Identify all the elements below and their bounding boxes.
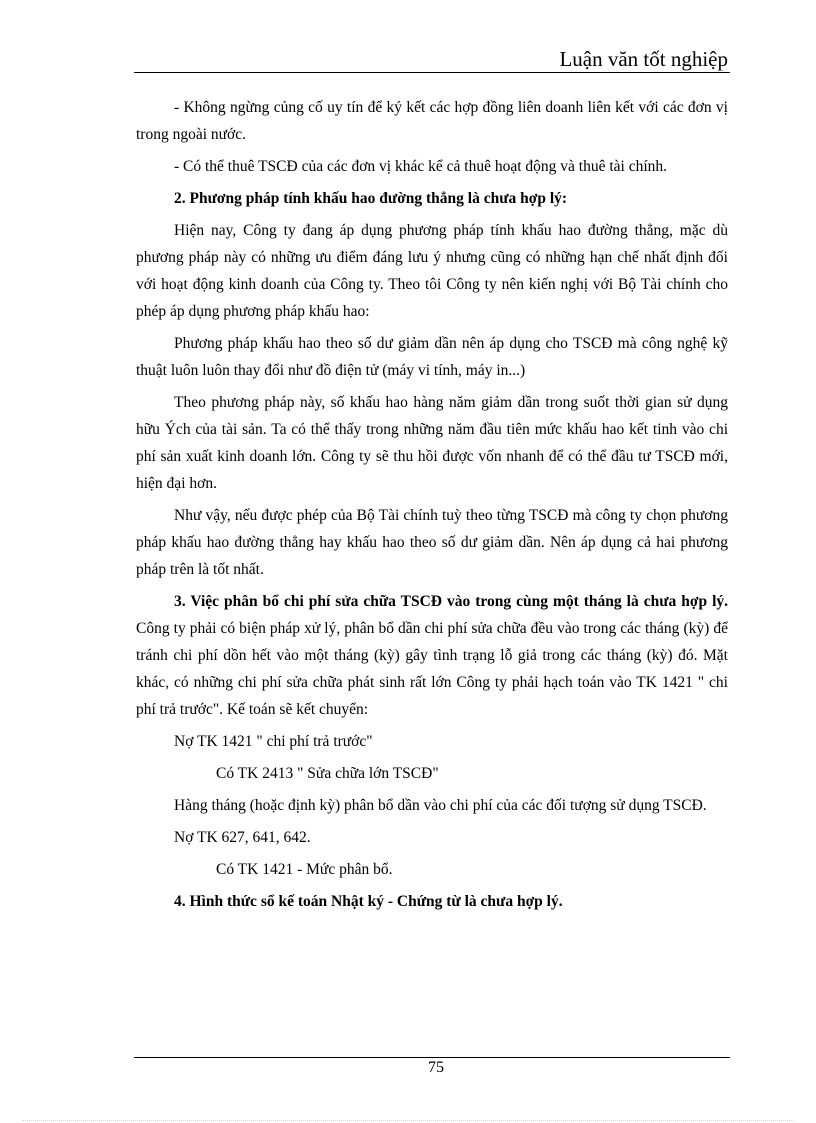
paragraph: Phương pháp khấu hao theo số dư giảm dần nên áp dụng cho TSCĐ mà công nghệ kỹ thuật luôn luôn thay đổi như đồ điện tử (máy vi tính, máy in...)	[136, 335, 728, 379]
paragraph: - Có thể thuê TSCĐ của các đơn vị khác kể cả thuê hoạt động và thuê tài chính.	[174, 158, 668, 175]
section-heading: 3. Việc phân bổ chi phí sửa chữa TSCĐ vào trong cùng một tháng là chưa hợp lý.	[174, 593, 728, 610]
paragraph: - Không ngừng củng cố uy tín để ký kết các hợp đồng liên doanh liên kết với các đơn vị trong ngoài nước.	[136, 99, 728, 143]
paragraph-text: Công ty phải có biện pháp xử lý, phân bổ dần chi phí sửa chữa đều vào trong các tháng (kỳ) để tránh chi phí dồn hết vào một tháng (kỳ) gây tình trạng lỗ giả trong các tháng (kỳ) đó. Mặt khác, có những chi phí sửa chữa phát sinh rất lớn Công ty phải hạch toán vào TK 1421 " chi phí trả trước". Kế toán sẽ kết chuyển:	[136, 620, 728, 718]
section-heading: 2. Phương pháp tính khấu hao đường thẳng là chưa hợp lý:	[174, 190, 568, 207]
paragraph-with-heading	[136, 588, 728, 723]
journal-entry-credit: Có TK 1421 - Mức phân bổ.	[216, 861, 393, 878]
page-edge-divider	[22, 1120, 794, 1121]
journal-entry-debit: Nợ TK 1421 " chi phí trả trước"	[174, 733, 373, 750]
page-body	[136, 94, 728, 915]
paragraph: Hàng tháng (hoặc định kỳ) phân bổ dần vào chi phí của các đối tượng sử dụng TSCĐ.	[174, 797, 707, 814]
paragraph: Theo phương pháp này, số khấu hao hàng năm giảm dần trong suốt thời gian sử dụng hữu Ých của tài sản. Ta có thể thấy trong những năm đầu tiên mức khấu hao kết tinh vào chi phí sản xuất kinh doanh lớn. Công ty sẽ thu hồi được vốn nhanh để có thể đầu tư TSCĐ mới, hiện đại hơn.	[136, 394, 728, 492]
page-number: 75	[428, 1059, 444, 1076]
paragraph: Hiện nay, Công ty đang áp dụng phương pháp tính khấu hao đường thẳng, mặc dù phương pháp này có những ưu điểm đáng lưu ý nhưng cũng có những hạn chế nhất định đối với hoạt động kinh doanh của Công ty. Theo tôi Công ty nên kiến nghị với Bộ Tài chính cho phép áp dụng phương pháp khấu hao:	[136, 222, 728, 320]
journal-entry-debit: Nợ TK 627, 641, 642.	[174, 829, 311, 846]
section-heading: 4. Hình thức sổ kế toán Nhật ký - Chứng từ là chưa hợp lý.	[174, 893, 563, 910]
paragraph: Như vậy, nếu được phép của Bộ Tài chính tuỳ theo từng TSCĐ mà công ty chọn phương pháp khấu hao đường thẳng hay khấu hao theo số dư giảm dần. Nên áp dụng cả hai phương pháp trên là tốt nhất.	[136, 507, 728, 578]
header-title: Luận văn tốt nghiệp	[559, 47, 728, 71]
header-rule	[134, 72, 730, 73]
journal-entry-credit: Có TK 2413 " Sửa chữa lớn TSCĐ"	[216, 765, 439, 782]
